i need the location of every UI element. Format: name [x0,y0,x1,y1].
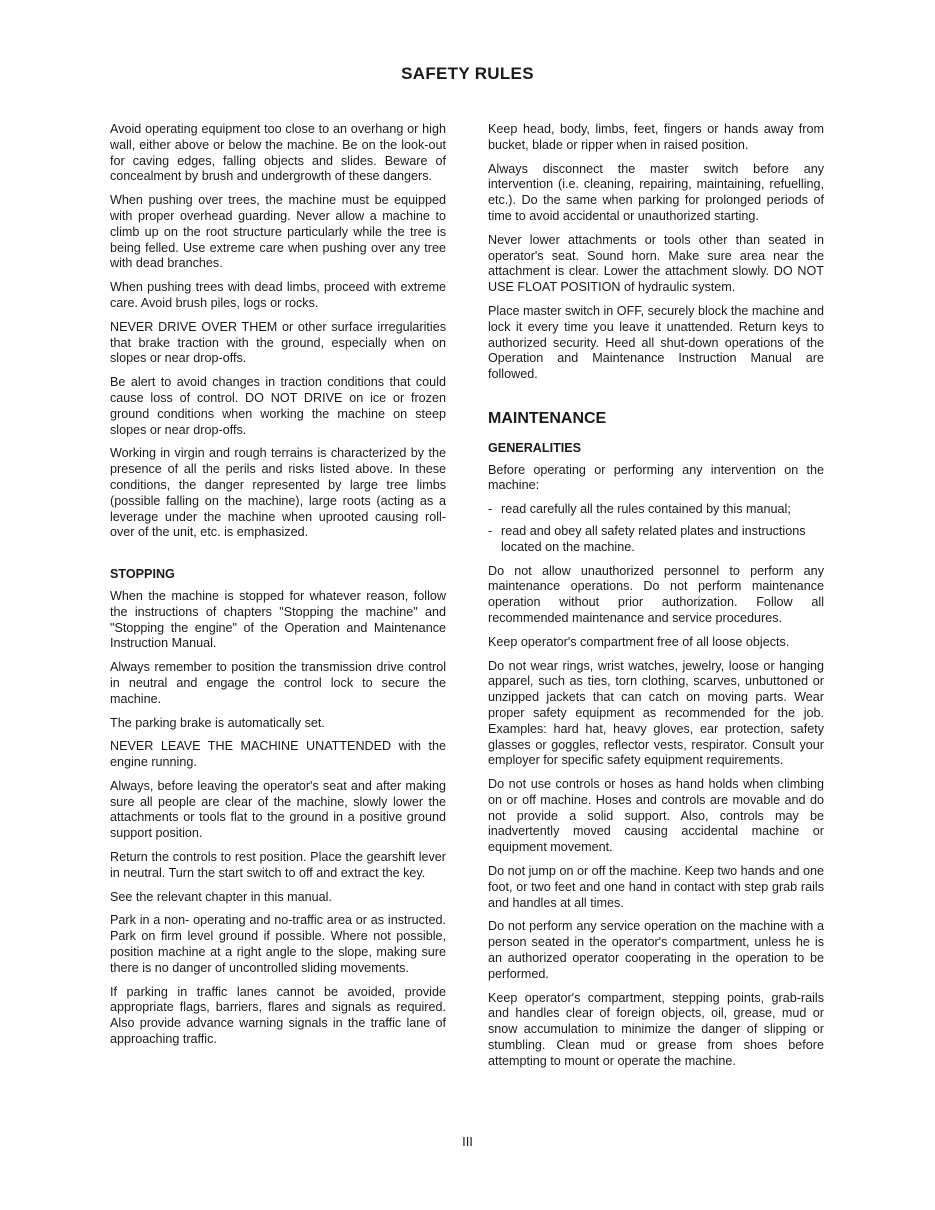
stopping-heading: STOPPING [110,567,175,582]
list-item-text: read and obey all safety related plates and instructions located on the machine. [501,523,806,554]
paragraph: When pushing over trees, the machine must be equipped with proper overhead guarding. Never allow a machine to climb up on the root structure particularly while the tree is being felled. Use extreme care when pushing over any tree with dead branches. [110,193,446,271]
maintenance-heading: MAINTENANCE [488,409,607,427]
paragraph: NEVER DRIVE OVER THEM or other surface irregularities that brake traction with the ground, especially when on slopes or near drop-offs. [110,319,446,366]
dash-marker: - [488,523,493,538]
requirements-list [488,502,824,555]
page-title: SAFETY RULES [401,64,534,83]
paragraph: NEVER LEAVE THE MACHINE UNATTENDED with the engine running. [110,739,446,770]
list-item-text: read carefully all the rules contained by this manual; [501,502,791,517]
paragraph: Before operating or performing any intervention on the machine: [488,462,824,493]
paragraph: See the relevant chapter in this manual. [110,889,332,904]
paragraph: Never lower attachments or tools other than seated in operator's seat. Sound horn. Make sure area near the attachment is clear. Lower the attachment slowly. DO NOT USE FLOAT POSITION of hydraulic system. [488,232,824,295]
paragraph: The parking brake is automatically set. [110,715,325,730]
paragraph: If parking in traffic lanes cannot be avoided, provide appropriate flags, barriers, flares and signals as required. Also provide advance warning signals in the traffic lane of approaching traffic. [110,984,446,1047]
paragraph: Always, before leaving the operator's seat and after making sure all people are clear of the machine, slowly lower the attachments or tools flat to the ground in a positive ground support position. [110,778,446,841]
page-number: III [462,1134,473,1149]
paragraph: Keep operator's compartment, stepping points, grab-rails and handles clear of foreign objects, oil, grease, mud or snow accumulation to minimize the danger of slipping or stumbling. Clean mud or grease from shoes before attempting to mount or operate the machine. [488,990,824,1068]
right-column [488,122,824,1078]
paragraph: Always disconnect the master switch before any intervention (i.e. cleaning, repairing, maintaining, refuelling, etc.). Do the same when parking for prolonged periods of time to avoid accidental or unauthorized starting. [488,161,824,223]
generalities-heading: GENERALITIES [488,440,582,455]
list-item [488,524,824,556]
left-column [110,122,446,1056]
paragraph: Do not perform any service operation on the machine with a person seated in the operator's compartment, unless he is an authorized operator cooperating in the operation to be performed. [488,919,824,981]
paragraph: Be alert to avoid changes in traction conditions that could cause loss of control. DO NOT DRIVE on ice or frozen ground conditions when working the machine on steep slopes or near drop-offs. [110,375,446,437]
paragraph: Avoid operating equipment too close to an overhang or high wall, either above or below the machine. Be on the look-out for caving edges, falling objects and slides. Beware of concealment by brush and undergrowth of these dangers. [110,122,446,184]
paragraph: Working in virgin and rough terrains is characterized by the presence of all the perils and risks listed above. In these conditions, the danger represented by large tree limbs (possible falling on the machine), large roots (acting as a leverage under the machine when uprooted causing roll-over of the unit, etc. is emphasized. [110,446,446,540]
paragraph: Keep operator's compartment free of all loose objects. [488,634,790,649]
paragraph: Always remember to position the transmission drive control in neutral and engage the control lock to secure the machine. [110,660,446,706]
paragraph: When the machine is stopped for whatever reason, follow the instructions of chapters "Stopping the machine" and "Stopping the engine" of the Operation and Maintenance Instruction Manual. [110,588,446,651]
paragraph: Return the controls to rest position. Place the gearshift lever in neutral. Turn the start switch to off and extract the key. [110,850,446,880]
paragraph: Do not use controls or hoses as hand holds when climbing on or off machine. Hoses and controls are movable and do not provide a solid support. Also, controls may be inadvertently moved causing accidental machine or equipment movement. [488,777,824,855]
paragraph: Keep head, body, limbs, feet, fingers or hands away from bucket, blade or ripper when in raised position. [488,122,824,152]
dash-marker: - [488,502,493,517]
list-item [488,502,824,518]
paragraph: Place master switch in OFF, securely block the machine and lock it every time you leave it unattended. Return keys to authorized security. Heed all shut-down operations of the Operation and Maintenance Instruction Manual are followed. [488,303,824,382]
paragraph: Do not wear rings, wrist watches, jewelry, loose or hanging apparel, such as ties, torn clothing, scarves, unbuttoned or unzipped jackets that can catch on moving parts. Wear proper safety equipment as recommended for the job. Examples: hard hat, heavy gloves, ear protection, safety glasses or goggles, reflector vests, respirator. Consult your employer for specific safety equipment requirements. [488,658,824,768]
paragraph: Do not jump on or off the machine. Keep two hands and one foot, or two feet and one hand in contact with step grab rails and handles at all times. [488,864,824,910]
paragraph: Do not allow unauthorized personnel to perform any maintenance operations. Do not perform maintenance operation without prior authorization. Follow all recommended maintenance and service procedures. [488,563,824,625]
paragraph: When pushing trees with dead limbs, proceed with extreme care. Avoid brush piles, logs or rocks. [110,280,446,310]
paragraph: Park in a non- operating and no-traffic area or as instructed. Park on firm level ground if possible. Where not possible, position machine at a right angle to the slope, making sure there is no danger of uncontrolled sliding movements. [110,913,446,975]
